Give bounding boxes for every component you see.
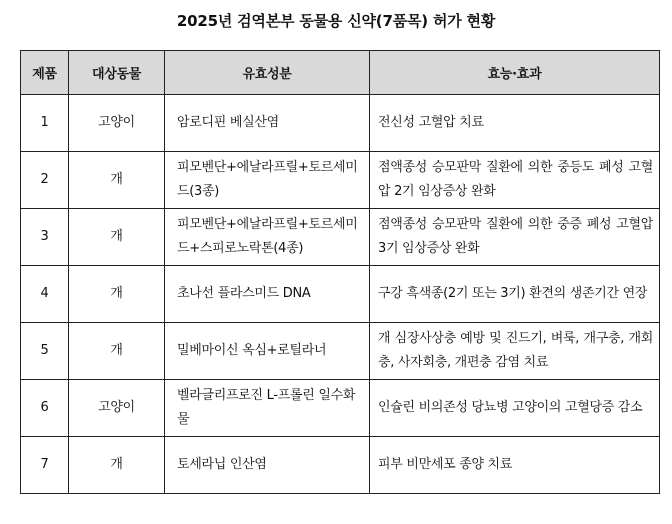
table-row [21,323,660,380]
cell-active-ingredient: 피모벤단+에날라프릴+토르세미드(3종) [165,152,370,209]
cell-efficacy: 전신성 고혈압 치료 [370,95,660,152]
cell-active-ingredient: 벨라글리프로진 L-프롤린 일수화물 [165,380,370,437]
table-row [21,380,660,437]
cell-product-number: 6 [21,380,69,437]
cell-active-ingredient: 초나선 플라스미드 DNA [165,266,370,323]
cell-product-number: 3 [21,209,69,266]
cell-product-number: 1 [21,95,69,152]
table-row [21,152,660,209]
header-effect: 효능·효과 [370,51,660,95]
header-ingredient: 유효성분 [165,51,370,95]
table-row [21,209,660,266]
cell-active-ingredient: 밀베마이신 옥심+로틸라너 [165,323,370,380]
cell-target-animal: 고양이 [69,380,165,437]
cell-efficacy: 구강 흑색종(2기 또는 3기) 환견의 생존기간 연장 [370,266,660,323]
cell-active-ingredient: 토세라닙 인산염 [165,437,370,494]
cell-product-number: 5 [21,323,69,380]
cell-product-number: 7 [21,437,69,494]
cell-active-ingredient: 암로디핀 베실산염 [165,95,370,152]
cell-target-animal: 개 [69,152,165,209]
cell-target-animal: 개 [69,209,165,266]
table-row [21,95,660,152]
cell-efficacy: 점액종성 승모판막 질환에 의한 중등도 폐성 고혈압 2기 임상증상 완화 [370,152,660,209]
table-row [21,437,660,494]
cell-target-animal: 개 [69,323,165,380]
table-header-row [21,51,660,95]
approval-table [20,50,660,494]
cell-target-animal: 개 [69,266,165,323]
header-animal: 대상동물 [69,51,165,95]
cell-efficacy: 점액종성 승모판막 질환에 의한 중증 폐성 고혈압 3기 임상증상 완화 [370,209,660,266]
cell-target-animal: 개 [69,437,165,494]
page-title: 2025년 검역본부 동물용 신약(7품목) 허가 현황 [176,12,496,30]
header-product: 제품 [21,51,69,95]
cell-active-ingredient: 피모벤단+에날라프릴+토르세미드+스피로노락톤(4종) [165,209,370,266]
cell-target-animal: 고양이 [69,95,165,152]
cell-efficacy: 인슐린 비의존성 당뇨병 고양이의 고혈당증 감소 [370,380,660,437]
cell-product-number: 2 [21,152,69,209]
table-row [21,266,660,323]
cell-efficacy: 개 심장사상충 예방 및 진드기, 벼룩, 개구충, 개회충, 사자회충, 개편충 감염 치료 [370,323,660,380]
cell-product-number: 4 [21,266,69,323]
cell-efficacy: 피부 비만세포 종양 치료 [370,437,660,494]
